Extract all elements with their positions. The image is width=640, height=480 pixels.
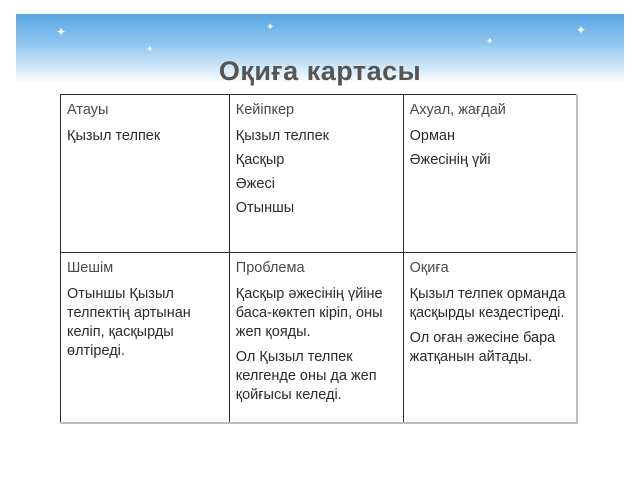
cell-item: Отыншы Қызыл телпектің артынан келіп, қасқырды өлтіреді. [67,286,191,359]
cell-item: Әжесі [235,176,275,192]
story-map-table [60,94,578,424]
cell-header: Атауы [67,102,109,118]
page-title: Оқиға картасы [218,56,422,86]
cell-characters [229,95,403,253]
cell-item: Орман [409,128,456,144]
cell-item: Отыншы [235,200,295,216]
cell-solution [61,253,230,423]
cell-item: Қасқыр әжесінің үйіне баса-көктеп кіріп, оны жеп қояды. [235,286,383,340]
cell-header: Оқиға [409,260,449,276]
star-icon: ✦ [486,37,494,47]
cell-item: Қызыл телпек орманда қасқырды кездестіреді. [409,286,566,321]
cell-item: Ол оған әжесіне бара жатқанын айтады. [409,330,556,365]
table-row [61,253,578,423]
cell-header: Ахуал, жағдай [409,102,506,118]
cell-setting [403,95,577,253]
cell-event [403,253,577,423]
star-icon: ✦ [146,45,154,55]
cell-item: Қасқыр [235,152,285,168]
star-icon: ✦ [56,25,67,39]
cell-item: Әжесінің үйі [409,152,491,168]
cell-title [61,95,230,253]
cell-item: Ол Қызыл телпек келгенде оны да жеп қойғысы келеді. [235,349,377,403]
cell-header: Кейіпкер [235,102,295,118]
star-icon: ✦ [266,22,275,33]
cell-item: Қызыл телпек [235,128,329,144]
star-icon: ✦ [576,23,587,37]
table-row [61,95,578,253]
cell-header: Проблема [235,260,305,276]
cell-header: Шешім [67,260,114,276]
cell-problem [229,253,403,423]
cell-item: Қызыл телпек [67,128,161,144]
